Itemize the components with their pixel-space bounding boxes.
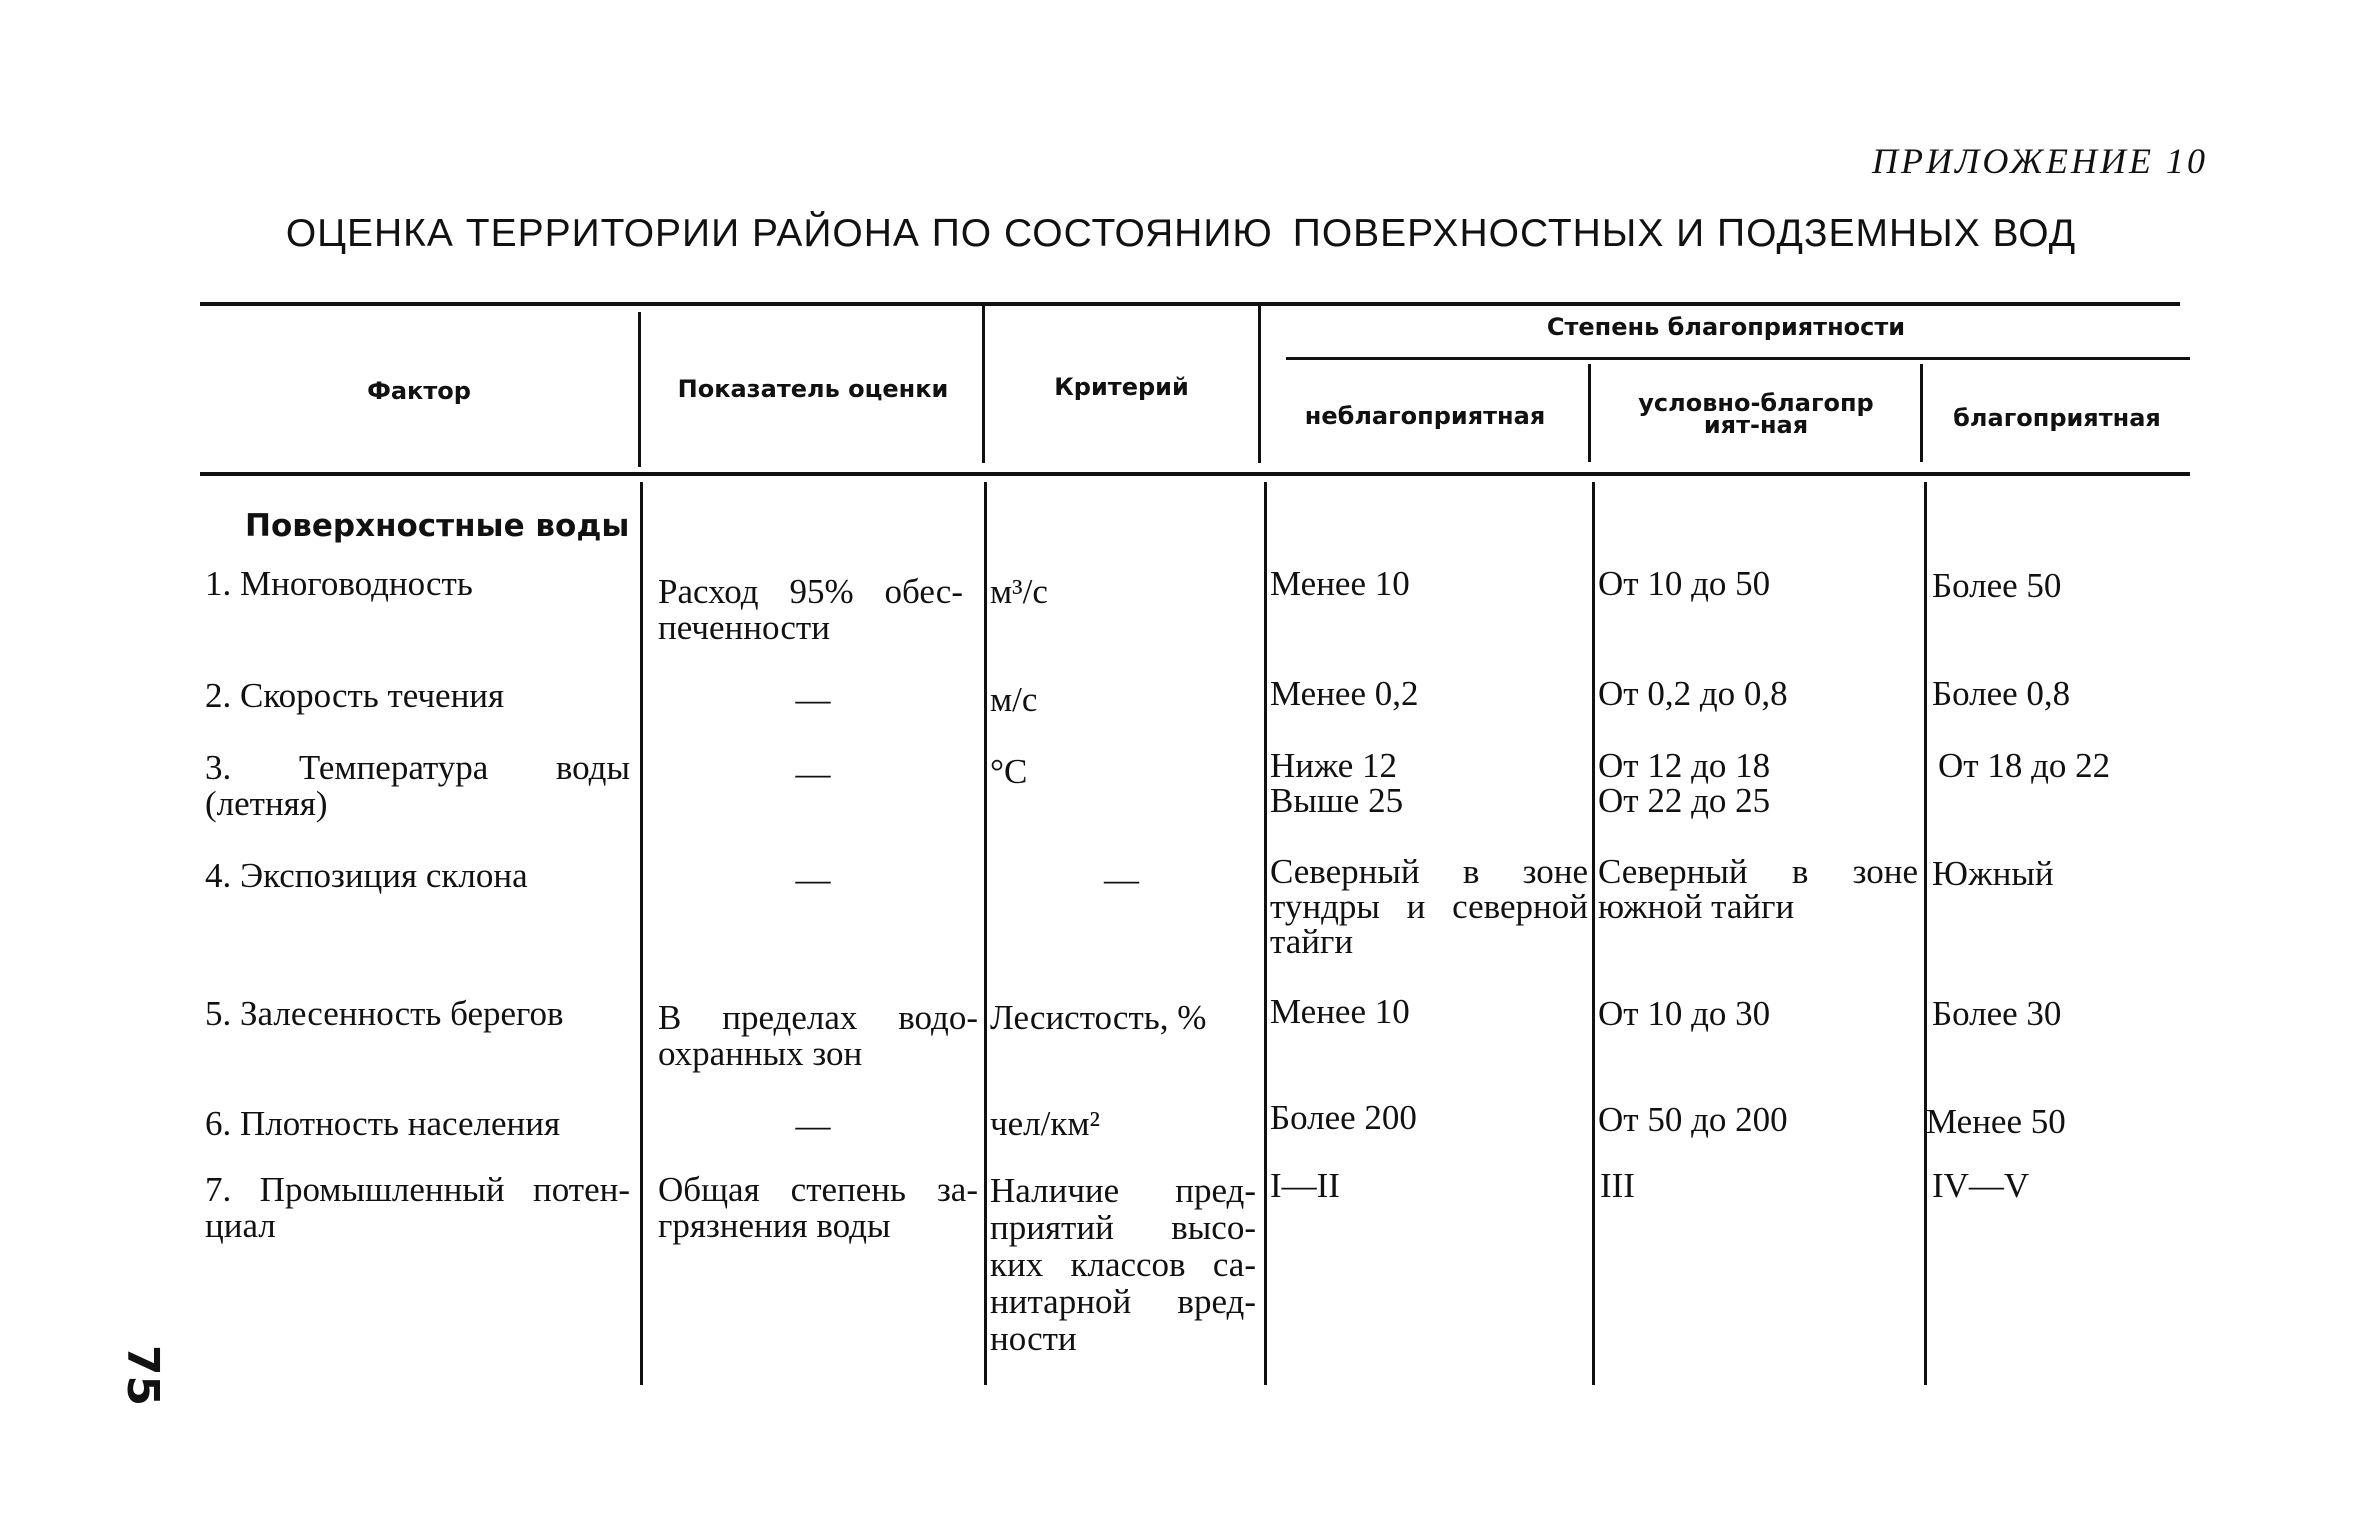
cell-conditional: Северный в зоне южной тайги (1598, 852, 1918, 926)
column-divider (1258, 306, 1261, 463)
column-divider (1588, 364, 1591, 462)
cell-favorable: Менее 50 (1926, 1102, 2066, 1141)
page-title (0, 212, 2362, 256)
column-divider (1592, 482, 1595, 1385)
cell-unfavorable: Более 200 (1270, 1098, 1417, 1137)
column-divider (638, 312, 641, 467)
cell-favorable: Более 0,8 (1932, 674, 2071, 713)
cell-unfavorable: I—II (1270, 1166, 1340, 1205)
column-divider (984, 482, 987, 1385)
column-divider (1264, 482, 1267, 1385)
title-part-1: ОЦЕНКА ТЕРРИТОРИИ РАЙОНА ПО СОСТОЯНИЮ (285, 212, 1273, 255)
section-surface-water: Поверхностные воды (245, 508, 630, 544)
header-conditional (1592, 389, 1920, 439)
cell-unfavorable: Менее 10 (1270, 992, 1410, 1031)
cell-indicator: — (795, 680, 831, 719)
cell-indicator: Расход 95% обес- печенности (658, 572, 963, 647)
title-part-2: ПОВЕРХНОСТНЫХ И ПОДЗЕМНЫХ ВОД (1292, 212, 2077, 255)
cell-factor: 7. Промышленный потен- циал (205, 1170, 630, 1245)
cell-criterion: °С (990, 752, 1028, 791)
cell-criterion: м³/с (990, 572, 1048, 611)
table-top-rule (200, 302, 2180, 306)
cell-factor: 1. Многоводность (205, 564, 473, 603)
subheader-rule (1286, 357, 2190, 360)
cell-conditional: От 0,2 до 0,8 (1598, 674, 1788, 713)
header-conditional-text: условно-благоприят-ная (1638, 389, 1874, 439)
cell-criterion: чел/км² (990, 1104, 1100, 1143)
cell-criterion: Лесистость, % (990, 998, 1207, 1037)
cell-favorable: От 18 до 22 (1938, 746, 2111, 785)
cell-unfavorable: Менее 0,2 (1270, 674, 1419, 713)
cell-factor: 4. Экспозиция склона (205, 856, 528, 895)
page-number: 75 (117, 1344, 169, 1407)
cell-conditional: От 10 до 50 (1598, 564, 1771, 603)
cell-criterion: — (1104, 860, 1139, 899)
cell-unfavorable: Северный в зоне тундры и северной тайги (1270, 852, 1588, 961)
column-divider (640, 482, 643, 1385)
cell-conditional: От 12 до 18 От 22 до 25 (1598, 746, 1771, 820)
cell-factor: 5. Залесенность берегов (205, 994, 564, 1033)
header-unfavorable: неблагоприятная (1304, 402, 1546, 430)
cell-indicator: — (795, 1106, 831, 1145)
cell-indicator: Общая степень за- грязнения воды (658, 1170, 978, 1245)
cell-factor: 3. Температура воды (летняя) (205, 748, 630, 823)
cell-criterion: Наличие пред- приятий высо- ких классов са- нитарной вред- ности (990, 1171, 1256, 1358)
header-bottom-rule (200, 472, 2190, 476)
cell-unfavorable: Менее 10 (1270, 564, 1410, 603)
cell-favorable: Южный (1932, 854, 2054, 893)
cell-favorable: Более 30 (1932, 994, 2062, 1033)
cell-factor: 6. Плотность населения (205, 1104, 561, 1143)
cell-conditional: От 50 до 200 (1598, 1100, 1788, 1139)
cell-factor: 2. Скорость течения (205, 676, 505, 715)
cell-favorable: IV—V (1932, 1166, 2030, 1205)
header-criterion: Критерий (1054, 373, 1189, 401)
header-factor: Фактор (367, 377, 471, 405)
column-divider (1924, 482, 1927, 1385)
cell-indicator: — (795, 754, 831, 793)
cell-conditional: III (1600, 1166, 1635, 1205)
cell-indicator: — (795, 860, 831, 899)
appendix-label: ПРИЛОЖЕНИЕ 10 (1872, 141, 2208, 181)
cell-favorable: Более 50 (1932, 566, 2062, 605)
header-favorable: благоприятная (1953, 404, 2161, 432)
cell-conditional: От 10 до 30 (1598, 994, 1771, 1033)
column-divider (1920, 364, 1923, 462)
cell-criterion: м/с (990, 680, 1038, 719)
header-degree: Степень благоприятности (1546, 313, 1906, 341)
cell-unfavorable: Ниже 12 Выше 25 (1270, 746, 1404, 820)
cell-indicator: В пределах водо- охранных зон (658, 998, 978, 1073)
header-indicator: Показатель оценки (677, 375, 949, 403)
